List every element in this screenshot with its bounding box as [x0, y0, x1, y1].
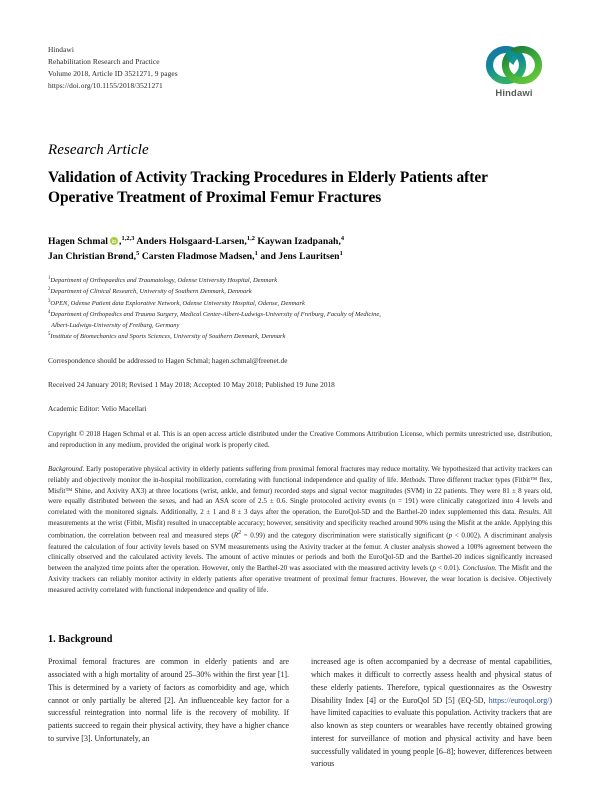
- affiliation-item: [48, 275, 552, 286]
- abstract-part-2: . Three different tracker types (Fitbit™ flex, Misfit™ Shine, and Axivity AX3) at three locations (wrist, ankle, and femur) recorded steps and signal vector magnitudes (SVM) in 22 patients. They were 81 ± 8 years old, were equally distributed between the sexes, and had an ASA score of 2.5 ± 0.6. Single protocoled activity events (: [48, 475, 552, 506]
- author-anders: Anders Holsgaard-Larsen,: [134, 235, 247, 247]
- affiliation-text: Department of Orthopedics and Trauma Surgery, Medical Center-Albert-Ludwigs-University of Freiburg, Faculty of Medicine,: [50, 310, 381, 318]
- hindawi-wordmark: Hindawi: [495, 87, 533, 98]
- body-paragraph-left: Proximal femoral fractures are common in elderly patients and are associated with a high mortality of around 25–30% within the first year [1]. This is determined by a variety of factors as comorbidity and age, which cannot or only partially be altered [2]. An influenceable key factor for a successful reintegration into normal life is the recovery of mobility. If patients succeed to regain their physical activity, they have a higher chance to survive [3]. Unfortunately, an: [48, 657, 289, 743]
- affiliation-list: [48, 275, 552, 342]
- affiliation-marker: 2: [48, 287, 51, 293]
- abstract-n-symbol: n: [391, 497, 396, 506]
- affiliation-item: [48, 309, 552, 331]
- affiliation-marker: 5: [48, 331, 51, 337]
- abstract-r-symbol: R: [233, 531, 239, 540]
- affiliation-text-cont: Albert-Ludwigs-University of Freiburg, Germany: [51, 321, 180, 329]
- svg-text:iD: iD: [111, 238, 117, 244]
- abstract-part-6: < 0.002). A discriminant analysis featured the calculation of four activity levels based on SVM measurements using the Axivity tracker at the femur. A cluster analysis showed a 100% agreement between the clinically observed and the calculated activity levels. The amount of active minutes or periods and both the EuroQol-5D and the Barthel-20 indices significantly increased between the analyzed time points after the operation. However, only the Barthel-20 was associated with the measured activity levels (: [48, 531, 552, 573]
- abstract-p-symbol: p: [448, 531, 453, 540]
- author-list: Hagen Schmal iD ,$^{1,2,3}$ Anders Holsgaard-Larsen,$^{1,2}$ Kaywan Izadpanah,$^4$ Jan Christian Brønd,$^5$ Carsten Fladmose Madsen,$^1$ and Jens Lauritsen$^1$: [48, 234, 345, 263]
- article-type: Research Article: [48, 142, 149, 158]
- affiliation-text: Institute of Biomechanics and Sports Sciences, University of Southern Denmark, Denmark: [50, 333, 286, 341]
- abstract: [48, 464, 552, 596]
- doi-link[interactable]: https://doi.org/10.1155/2018/3521271: [48, 80, 163, 90]
- affiliation-text: Department of Orthopaedics and Traumatology, Odense University Hospital, Denmark: [50, 277, 278, 285]
- body-column-left: [48, 656, 289, 771]
- body-right-part-1: increased age is often accompanied by a decrease of mental capabilities, which makes it difficult to correctly assess health and physical status of these elderly patients. Therefore, typical questionnaires as the Oswestry Disability Index [4] or the EuroQol 5D [5] (EQ-5D,: [311, 657, 552, 705]
- affiliation-item: [48, 286, 552, 297]
- abstract-part-1: . Early postoperative physical activity in elderly patients suffering from proximal femoral fractures may reduce mortality. We hypothesized that activity trackers can reliably and objectively monitor the in-hospital mobilization, correlating with functional independence and quality of life.: [48, 464, 552, 484]
- affiliation-marker: 3: [48, 298, 51, 304]
- author-affil-marks-1: 1,2,3: [121, 234, 135, 242]
- masthead: [48, 44, 552, 98]
- author-kaywan: Kaywan Izadpanah,: [254, 235, 341, 247]
- body-column-right: [311, 656, 552, 771]
- author-affil-marks-2: 1,2: [246, 234, 255, 242]
- copyright-notice: Copyright © 2018 Hagen Schmal et al. This is an open access article distributed under the Creative Commons Attribution License, which permits unrestricted use, distribution, and reproduction in any medium, provided the original work is properly cited.: [48, 430, 552, 449]
- affiliation-text: OPEN, Odense Patient data Explorative Network, Odense University Hospital, Odense, Denmark: [50, 299, 305, 307]
- author-affil-marks-3: 4: [340, 234, 345, 242]
- journal-name: Rehabilitation Research and Practice: [48, 56, 160, 66]
- publication-dates: Received 24 January 2018; Revised 1 May 2018; Accepted 10 May 2018; Published 19 June 2018: [48, 380, 335, 390]
- affiliation-text: Department of Clinical Research, University of Southern Denmark, Denmark: [50, 288, 252, 296]
- abstract-label-methods: Methods: [400, 475, 425, 484]
- orcid-icon[interactable]: [110, 237, 118, 245]
- hindawi-rings-icon: [485, 46, 543, 84]
- author-affil-marks-6: 1: [339, 249, 343, 257]
- abstract-label-results: Results: [518, 508, 540, 517]
- affiliation-marker: 1: [48, 276, 51, 282]
- abstract-part-3: = 191) were clinically categorized into 4 levels and correlated with the monitored signals. Additionally, 2 ± 1 and 8 ± 3 days after the operation, the EuroQol-5D and the Barthel-20 index supplemented this data.: [48, 497, 552, 517]
- affiliation-item: [48, 298, 552, 309]
- body-columns: [48, 656, 552, 771]
- author-jens: and Jens Lauritsen: [257, 251, 340, 263]
- academic-editor: Academic Editor: Velio Macellari: [48, 404, 147, 414]
- author-affil-marks-4: 5: [136, 249, 140, 257]
- volume-line: Volume 2018, Article ID 3521271, 9 pages: [48, 68, 178, 78]
- abstract-r-exponent: 2: [238, 530, 242, 537]
- page-content: [48, 44, 552, 771]
- abstract-part-8: . The Misfit and the Axivity trackers can reliably monitor activity in elderly patients after operative treatment of proximal femur fractures. However, the wear location is decisive. Objectively measured activity correlated with functional independence and quality of life.: [48, 564, 552, 595]
- abstract-part-5: = 0.99) and the category discrimination were statistically significant (: [241, 531, 449, 540]
- author-carsten: Carsten Fladmose Madsen,: [139, 251, 255, 263]
- section-heading-background: 1. Background: [48, 634, 113, 646]
- author-hagen-schmal: Hagen Schmal: [48, 235, 109, 247]
- abstract-label-background: Background: [48, 464, 83, 473]
- abstract-label-conclusion: Conclusion: [462, 564, 495, 573]
- journal-info: [48, 44, 178, 92]
- affiliation-item: [48, 331, 552, 342]
- hindawi-logo: [478, 46, 550, 98]
- abstract-part-7: < 0.01).: [435, 564, 463, 573]
- abstract-part-4: . All measurements at the wrist (Fitbit, Misfit) resulted in unacceptable accuracy; however, sensitivity and specificity reached around 90% using the Misfit at the ankle. Applying this combination, the correlation between real and measured steps (: [48, 508, 552, 540]
- correspondence-line: Correspondence should be addressed to Hagen Schmal; hagen.schmal@freenet.de: [48, 356, 288, 366]
- euroqol-link[interactable]: https://euroqol.org/: [488, 695, 550, 705]
- body-paragraph-right: [311, 656, 552, 771]
- publisher-name: Hindawi: [48, 45, 74, 54]
- abstract-p2-symbol: p: [432, 564, 436, 573]
- page-title: Validation of Activity Tracking Procedures in Elderly Patients after Operative Treatment of Proximal Femur Fractures: [48, 169, 488, 207]
- author-jan: Jan Christian Brønd,: [48, 251, 137, 263]
- affiliation-marker: 4: [48, 309, 51, 315]
- body-right-part-2: ) have limited capacities to evaluate this population. Activity trackers that are also known as step counters or wearables have recently obtained growing interest for surveillance of motion and physical activity and have been successfully validated in young people [6–8]; however, differences between various: [311, 695, 552, 769]
- author-affil-marks-5: 1: [254, 249, 258, 257]
